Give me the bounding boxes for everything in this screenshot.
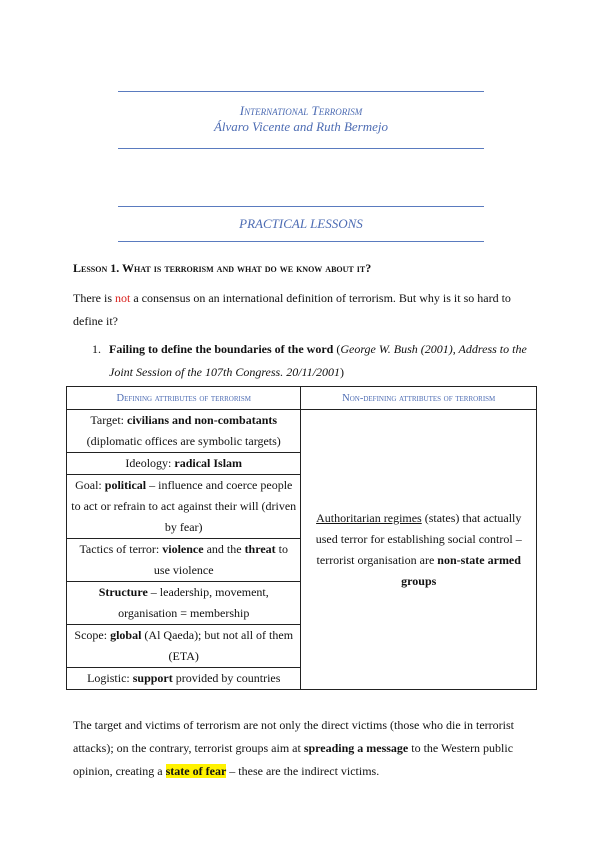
table-cell (67, 475, 301, 539)
table-cell (67, 582, 301, 625)
table-cell (67, 453, 301, 475)
cell-text: and the (203, 542, 245, 556)
cell-text: (diplomatic offices are symbolic targets) (86, 434, 281, 448)
list-bold: Failing to define the boundaries of the word (109, 342, 334, 356)
col2-header: Non-defining attributes of terrorism (301, 387, 537, 410)
cell-text: Logistic: (87, 671, 133, 685)
closing-text-2: to the Western public opinion, creating a (73, 741, 514, 778)
cell-bold: political (104, 478, 147, 492)
cell-text: provided by countries (172, 671, 281, 685)
intro-paragraph (73, 287, 528, 333)
table-row (67, 410, 537, 453)
intro-text-2: a consensus on an international definition of terrorism. But why is it so hard to define it? (73, 291, 511, 328)
title-block (118, 103, 484, 135)
cell-bold: Structure (98, 585, 148, 599)
cell-text: Tactics of terror: (79, 542, 163, 556)
top-rule-2 (118, 148, 484, 149)
table-header-row (67, 387, 537, 410)
closing-paragraph (73, 714, 528, 783)
cell-text: to use violence (153, 542, 289, 577)
table-cell (67, 668, 301, 690)
top-rule-1 (118, 91, 484, 92)
subtitle-rule-2 (118, 241, 484, 242)
col1-header: Defining attributes of terrorism (67, 387, 301, 410)
list-number: 1. (92, 342, 101, 356)
list-citation: George W. Bush (2001), Address to the Joint Session of the 107th Congress. 20/11/2001 (109, 342, 527, 379)
right-bold: non-state armed groups (401, 552, 521, 588)
intro-not: not (114, 291, 131, 305)
cell-bold: civilians and non-combatants (127, 413, 278, 427)
closing-bold: spreading a message (303, 741, 409, 755)
table-cell (67, 539, 301, 582)
cell-bold: support (132, 671, 173, 685)
closing-text-3: – these are the indirect victims. (226, 764, 380, 778)
table-cell (67, 625, 301, 668)
cell-bold: violence (162, 542, 204, 556)
closing-highlight: state of fear (165, 764, 227, 778)
cell-text: Ideology: (125, 456, 175, 470)
cell-bold: threat (244, 542, 276, 556)
table-cell (67, 410, 301, 453)
cell-bold: radical Islam (174, 456, 243, 470)
document-title: International Terrorism (239, 103, 363, 118)
subtitle-rule-1 (118, 206, 484, 207)
lesson-heading: Lesson 1. What is terrorism and what do we know about it? (73, 261, 372, 275)
subtitle: PRACTICAL LESSONS (239, 216, 363, 231)
cell-text: (Al Qaeda); but not all of them (ETA) (141, 628, 294, 663)
authors: Álvaro Vicente and Ruth Bermejo (213, 119, 388, 134)
cell-text: – leadership, movement, organisation = membership (118, 585, 269, 620)
list-open: ( (333, 342, 341, 356)
cell-bold: global (110, 628, 142, 642)
right-text: (states) that actually used terror for establishing social control – terrorist organisation are (315, 510, 522, 567)
attributes-table (66, 386, 537, 690)
intro-text-1: There is (73, 291, 115, 305)
right-underlined: Authoritarian regimes (316, 510, 422, 525)
cell-text: Target: (90, 413, 128, 427)
cell-text: Scope: (74, 628, 111, 642)
list-text (109, 338, 539, 384)
list-close: ) (340, 365, 344, 379)
non-defining-cell (301, 410, 537, 690)
closing-text-1: The target and victims of terrorism are not only the direct victims (those who die in terrorist attacks); on the contrary, terrorist groups aim at (73, 718, 514, 755)
cell-text: Goal: (75, 478, 105, 492)
cell-text: – influence and coerce people to act or refrain to act against their will (driven by fear) (71, 478, 297, 534)
